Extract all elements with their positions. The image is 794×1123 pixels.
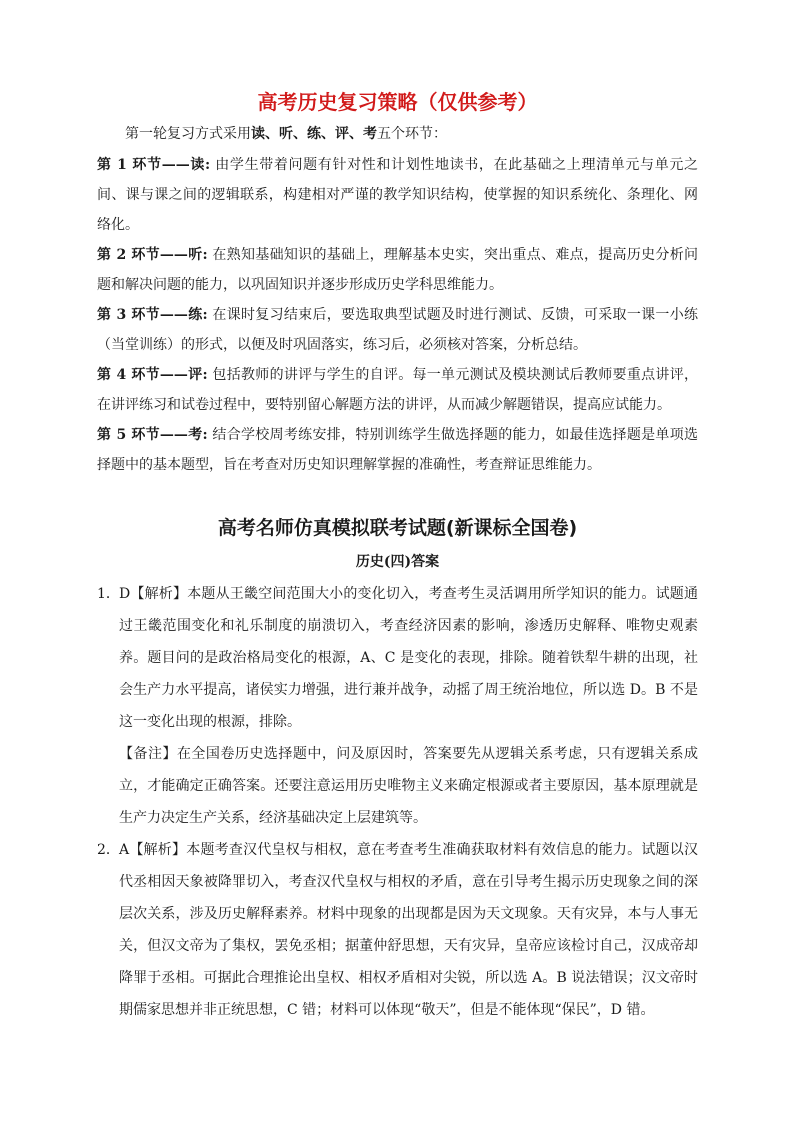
step-4 bbox=[97, 360, 698, 420]
step-label: 第 5 环节——考: bbox=[97, 427, 208, 443]
answer-explanation: A【解析】本题考查汉代皇权与相权，意在考查考生准确获取材料有效信息的能力。试题以汉代丞相因天象被降罪切入，考查汉代皇权与相权的矛盾，意在引导考生揭示历史现象之间的深层次关系，涉及历史解释素养。材料中现象的出现都是因为天文现象。天有灾异，本与人事无关，但汉文帝为了集权，罢免丞相；据董仲舒思想，天有灾异，皇帝应该检讨自己，汉成帝却降罪于丞相。可据此合理推论出皇权、相权矛盾相对尖锐，所以选 A。B 说法错误；汉文帝时期儒家思想并非正统思想，C 错；材料可以体现“敬天”，但是不能体现“保民”，D 错。 bbox=[119, 842, 698, 1018]
answer-explanation: D【解析】本题从王畿空间范围大小的变化切入，考查考生灵活调用所学知识的能力。试题通过王畿范围变化和礼乐制度的崩溃切入，考查经济因素的影响，渗透历史解释、唯物史观素养。题目问的是政治格局变化的根源，A、C 是变化的表现，排除。随着铁犁牛耕的出现，社会生产力水平提高，诸侯实力增强，进行兼并战争，动摇了周王统治地位，所以选 D。B 不是这一变化出现的根源，排除。 bbox=[119, 586, 698, 730]
step-label: 第 4 环节——评: bbox=[97, 367, 208, 383]
answer-number: 2． bbox=[97, 842, 120, 858]
step-2 bbox=[97, 240, 698, 300]
step-text: 由学生带着问题有针对性和计划性地读书，在此基础之上理清单元与单元之间、课与课之间的逻辑联系，构建相对严谨的教学知识结构，使掌握的知识系统化、条理化、网络化。 bbox=[97, 157, 698, 233]
step-text: 结合学校周考练安排，特别训练学生做选择题的能力，如最佳选择题是单项选择题中的基本题型，旨在考查对历史知识理解掌握的准确性，考查辩证思维能力。 bbox=[97, 427, 698, 473]
answer-number: 1． bbox=[97, 586, 120, 602]
answer-item-2 bbox=[97, 834, 698, 1026]
step-label: 第 2 环节——听: bbox=[97, 247, 208, 263]
answers-list bbox=[97, 578, 698, 1026]
step-text: 包括教师的讲评与学生的自评。每一单元测试及模块测试后教师要重点讲评，在讲评练习和试卷过程中，要特别留心解题方法的讲评，从而减少解题错误，提高应试能力。 bbox=[97, 367, 698, 413]
step-label: 第 3 环节——练: bbox=[97, 307, 208, 323]
exam-title: 高考名师仿真模拟联考试题(新课标全国卷) bbox=[217, 517, 578, 539]
step-text: 在课时复习结束后，要选取典型试题及时进行测试、反馈，可采取一课一小练（当堂训练）的形式，以便及时巩固落实，练习后，必须核对答案，分析总结。 bbox=[97, 307, 698, 353]
exam-subtitle: 历史(四)答案 bbox=[355, 554, 440, 570]
answer-item-1 bbox=[97, 578, 698, 834]
intro-paragraph bbox=[97, 122, 698, 146]
intro-suffix: 五个环节： bbox=[377, 126, 447, 142]
step-3 bbox=[97, 300, 698, 360]
step-text: 在熟知基础知识的基础上，理解基本史实，突出重点、难点，提高历史分析问题和解决问题的能力，以巩固知识并逐步形成历史学科思维能力。 bbox=[97, 247, 698, 293]
section-spacer bbox=[97, 480, 698, 514]
steps-list bbox=[97, 150, 698, 480]
intro-bold: 读、听、练、评、考 bbox=[251, 126, 377, 142]
intro-prefix: 第一轮复习方式采用 bbox=[125, 126, 251, 142]
step-label: 第 1 环节——读: bbox=[97, 157, 211, 173]
answer-note: 【备注】在全国卷历史选择题中，问及原因时，答案要先从逻辑关系考虑，只有逻辑关系成立，才能确定正确答案。还要注意运用历史唯物主义来确定根源或者主要原因，基本原理就是生产力决定生产关系，经济基础决定上层建筑等。 bbox=[119, 746, 698, 826]
step-5 bbox=[97, 420, 698, 480]
page-title: 高考历史复习策略（仅供参考） bbox=[257, 90, 538, 114]
step-1 bbox=[97, 150, 698, 240]
